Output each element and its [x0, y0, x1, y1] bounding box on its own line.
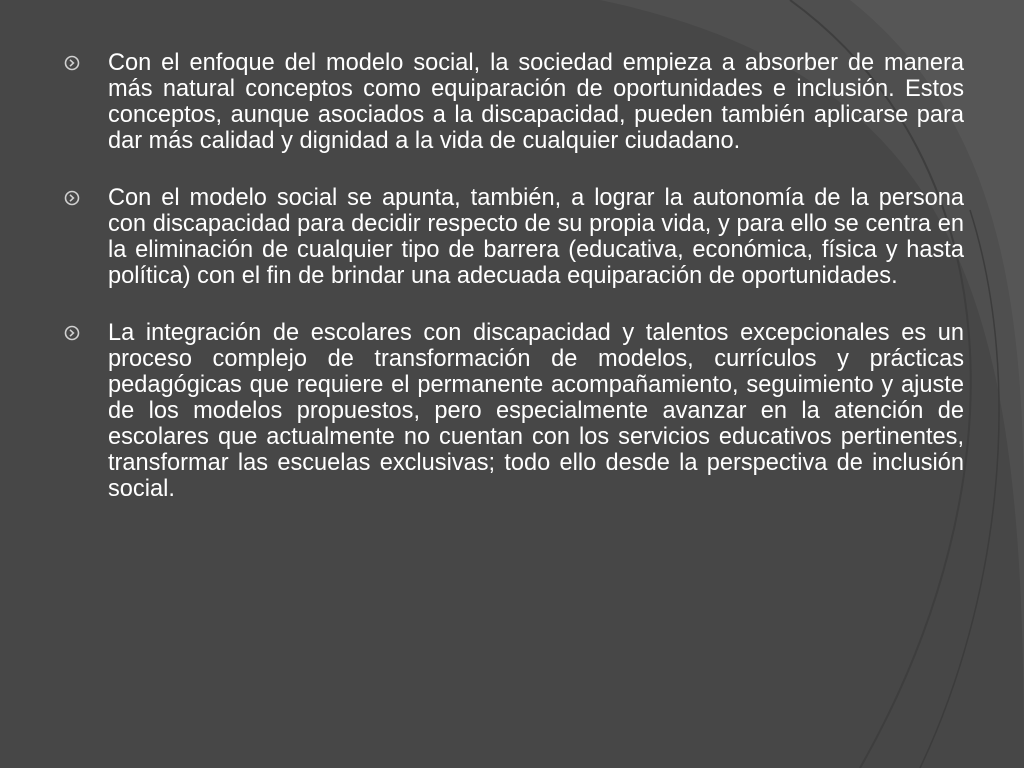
bullet-item: [64, 50, 964, 154]
bullet-item: [64, 185, 964, 289]
circled-arrow-bullet-icon: [64, 325, 80, 341]
bullet-item: [64, 320, 964, 502]
bullet-text: Con el modelo social se apunta, también, a lograr la autonomía de la persona con discapacidad para decidir respecto de su propia vida, y para ello se centra en la eliminación de cualquier tipo de barrera (educativa, económica, física y hasta política) con el fin de brindar una adecuada equiparación de oportunidades.: [108, 185, 964, 289]
bullet-text: Con el enfoque del modelo social, la sociedad empieza a absorber de manera más natural conceptos como equiparación de oportunidades e inclusión. Estos conceptos, aunque asociados a la discapacidad, pueden también aplicarse para dar más calidad y dignidad a la vida de cualquier ciudadano.: [108, 50, 964, 154]
slide-content: [64, 50, 964, 533]
circled-arrow-bullet-icon: [64, 55, 80, 71]
bullet-text: La integración de escolares con discapacidad y talentos excepcionales es un proceso complejo de transformación de modelos, currículos y prácticas pedagógicas que requiere el permanente acompañamiento, seguimiento y ajuste de los modelos propuestos, pero especialmente avanzar en la atención de escolares que actualmente no cuentan con los servicios educativos pertinentes, transformar las escuelas exclusivas; todo ello desde la perspectiva de inclusión social.: [108, 320, 964, 502]
circled-arrow-bullet-icon: [64, 190, 80, 206]
